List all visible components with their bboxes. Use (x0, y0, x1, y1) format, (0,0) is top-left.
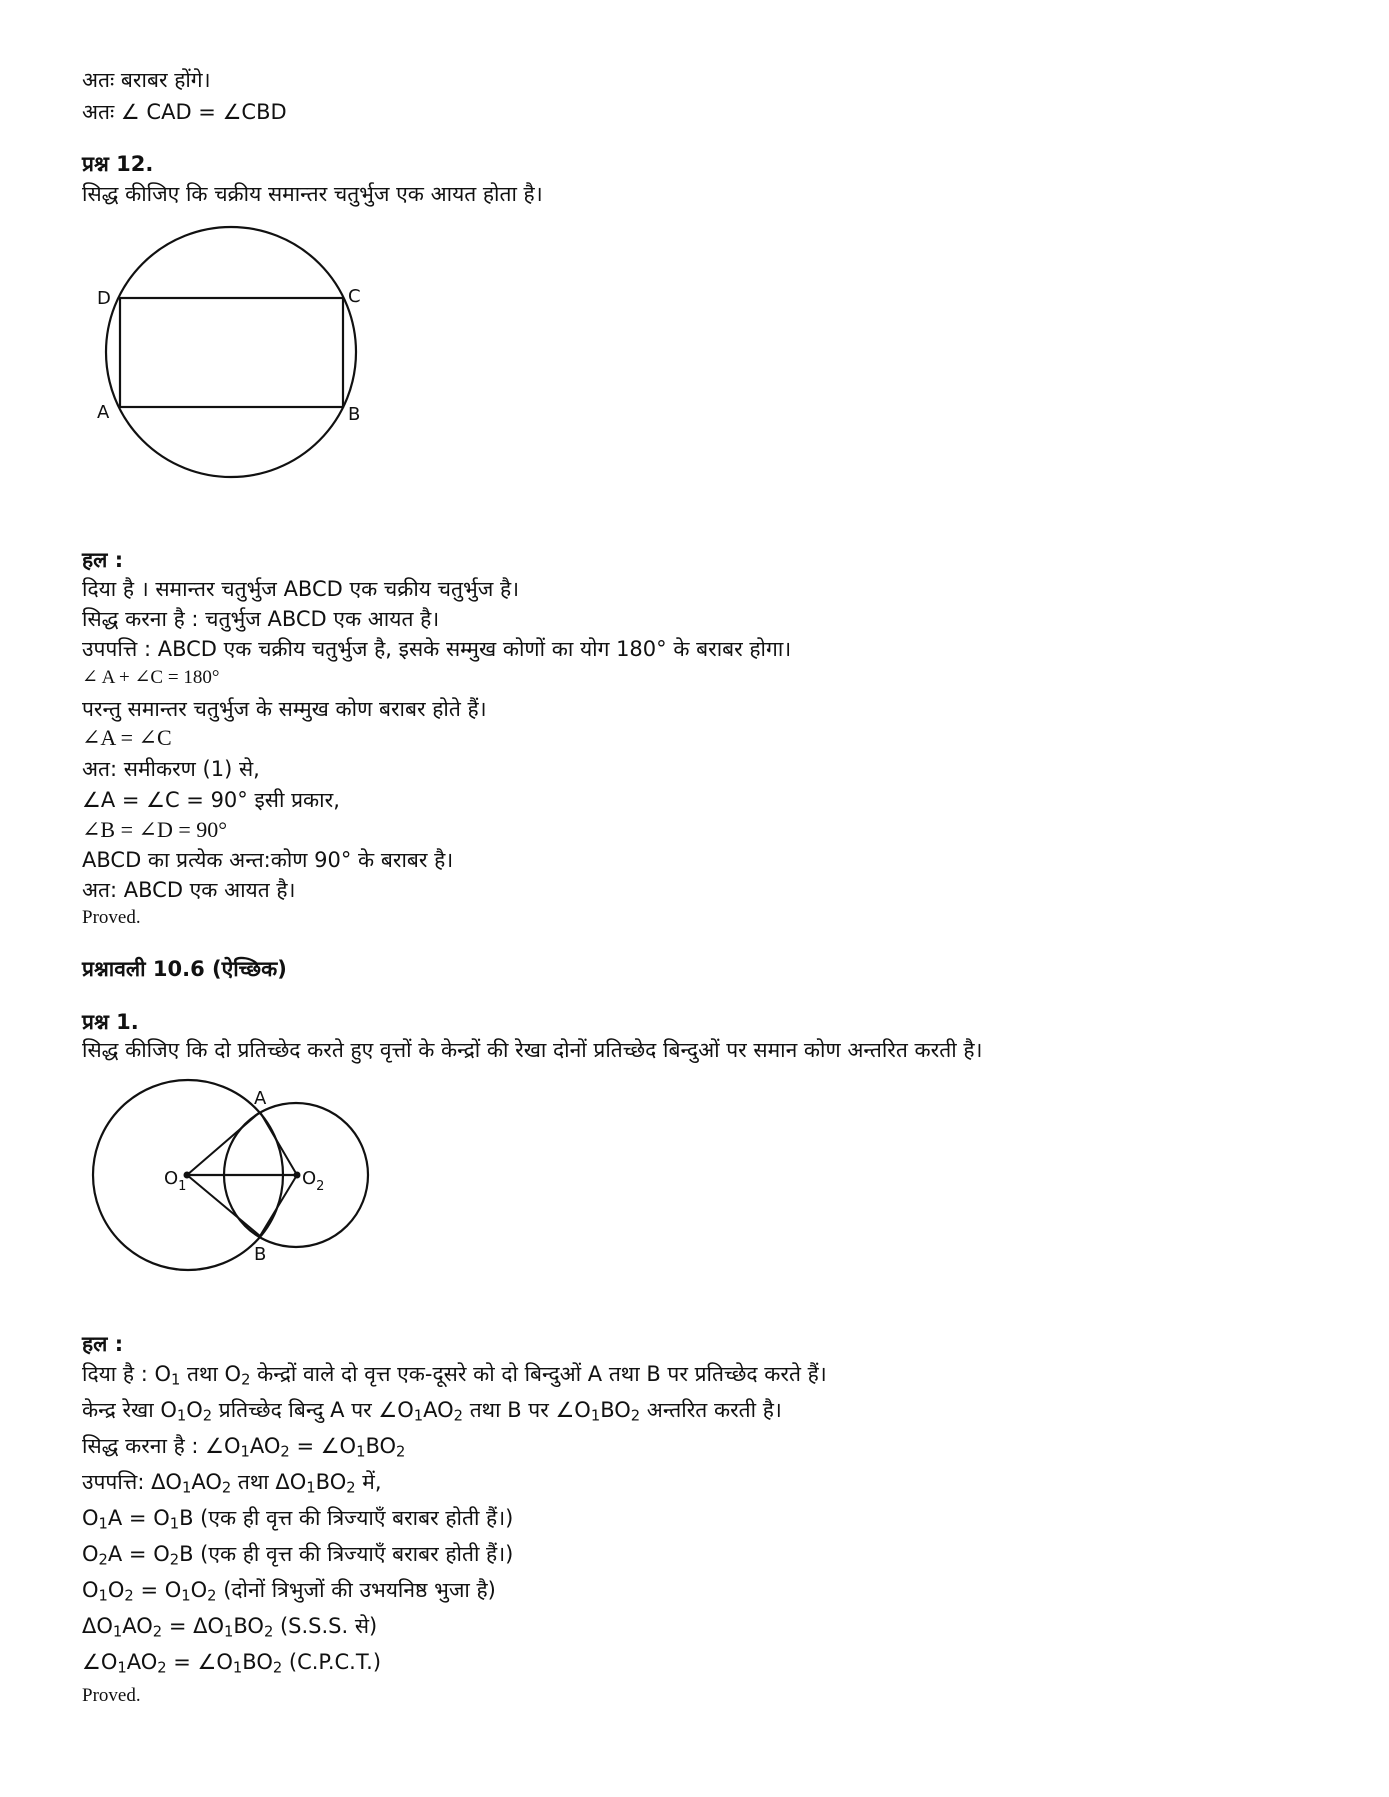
question-heading: प्रश्न 1. (82, 1010, 139, 1034)
solution-heading: हल : (82, 1332, 124, 1356)
proved-text: Proved. (82, 907, 141, 928)
solution-line: $O_2A = O_2B$ (एक ही वृत्त की त्रिज्याएँ बराबर होती हैं।) (82, 1542, 514, 1569)
point-label-b: B (254, 1244, 267, 1265)
point-label-o1: $O_1$ (164, 1168, 187, 1194)
exercise-heading: प्रश्नावली 10.6 (ऐच्छिक) (82, 957, 287, 981)
question-text: सिद्ध कीजिए कि चक्रीय समान्तर चतुर्भुज एक आयत होता है। (82, 182, 543, 206)
solution-line: ∠B = ∠D = 90° (82, 817, 228, 842)
segment-o2-b (260, 1175, 297, 1236)
solution-line: उपपत्ति: $\Delta O_1AO_2$ तथा $\Delta O_1BO_2$ में, (82, 1470, 382, 1497)
solution-line: केन्द्र रेखा $O_1O_2$ प्रतिच्छेद बिन्दु A पर $\angle O_1AO_2$ तथा B पर $\angle O_1BO_2$ अन्तरित करती है। (82, 1398, 782, 1425)
solution-line: ∠A = ∠C = 90° इसी प्रकार, (82, 788, 340, 812)
question-heading: प्रश्न 12. (82, 152, 154, 176)
point-label-a: A (254, 1088, 267, 1109)
solution-line: ∠A = ∠C (82, 725, 172, 750)
solution-line: दिया है : $O_1$ तथा $O_2$ केन्द्रों वाले दो वृत्त एक-दूसरे को दो बिन्दुओं A तथा B पर प्रतिच्छेद करते हैं। (82, 1362, 827, 1389)
point-label-o2: $O_2$ (302, 1168, 325, 1194)
solution-line: परन्तु समान्तर चतुर्भुज के सम्मुख कोण बराबर होते हैं। (82, 697, 487, 721)
point-o2 (294, 1172, 301, 1179)
vertex-label-a: A (97, 402, 110, 423)
proved-text: Proved. (82, 1685, 141, 1706)
solution-line: $\angle O_1AO_2$ = $\angle O_1BO_2$ (C.P.C.T.) (82, 1650, 382, 1677)
solution-line: $O_1A = O_1B$ (एक ही वृत्त की त्रिज्याएँ बराबर होती हैं।) (82, 1506, 514, 1533)
vertex-label-c: C (348, 286, 361, 307)
solution-line: दिया है । समान्तर चतुर्भुज ABCD एक चक्रीय चतुर्भुज है। (82, 577, 520, 601)
text-line: अतः बराबर होंगे। (82, 68, 211, 92)
solution-heading: हल : (82, 548, 124, 572)
text-line: अतः ∠ CAD = ∠CBD (82, 100, 287, 124)
solution-line: $\Delta O_1AO_2 = \Delta O_1BO_2$ (S.S.S. से) (82, 1614, 378, 1641)
vertex-label-d: D (97, 288, 111, 309)
solution-line: ∠ A + ∠C = 180° (82, 667, 220, 688)
solution-line: $O_1O_2 = O_1O_2$ (दोनों त्रिभुजों की उभयनिष्ठ भुजा है) (82, 1578, 496, 1605)
segment-o1-a (187, 1112, 260, 1175)
solution-line: सिद्ध करना है : चतुर्भुज ABCD एक आयत है। (82, 607, 440, 631)
solution-line: अत: ABCD एक आयत है। (82, 878, 296, 902)
solution-line: उपपत्ति : ABCD एक चक्रीय चतुर्भुज है, इसके सम्मुख कोणों का योग 180° के बराबर होगा। (82, 637, 792, 661)
question-text: सिद्ध कीजिए कि दो प्रतिच्छेद करते हुए वृत्तों के केन्द्रों की रेखा दोनों प्रतिच्छेद बिन्दुओं पर समान कोण अन्तरित करती है। (82, 1038, 983, 1062)
point-o1 (184, 1172, 191, 1179)
vertex-label-b: B (348, 404, 361, 425)
segment-o2-a (260, 1112, 297, 1175)
solution-line: अत: समीकरण (1) से, (82, 757, 260, 781)
solution-line: ABCD का प्रत्येक अन्त:कोण 90° के बराबर है। (82, 848, 454, 872)
solution-line: सिद्ध करना है : $\angle O_1AO_2$ = $\angle O_1BO_2$ (82, 1434, 406, 1461)
